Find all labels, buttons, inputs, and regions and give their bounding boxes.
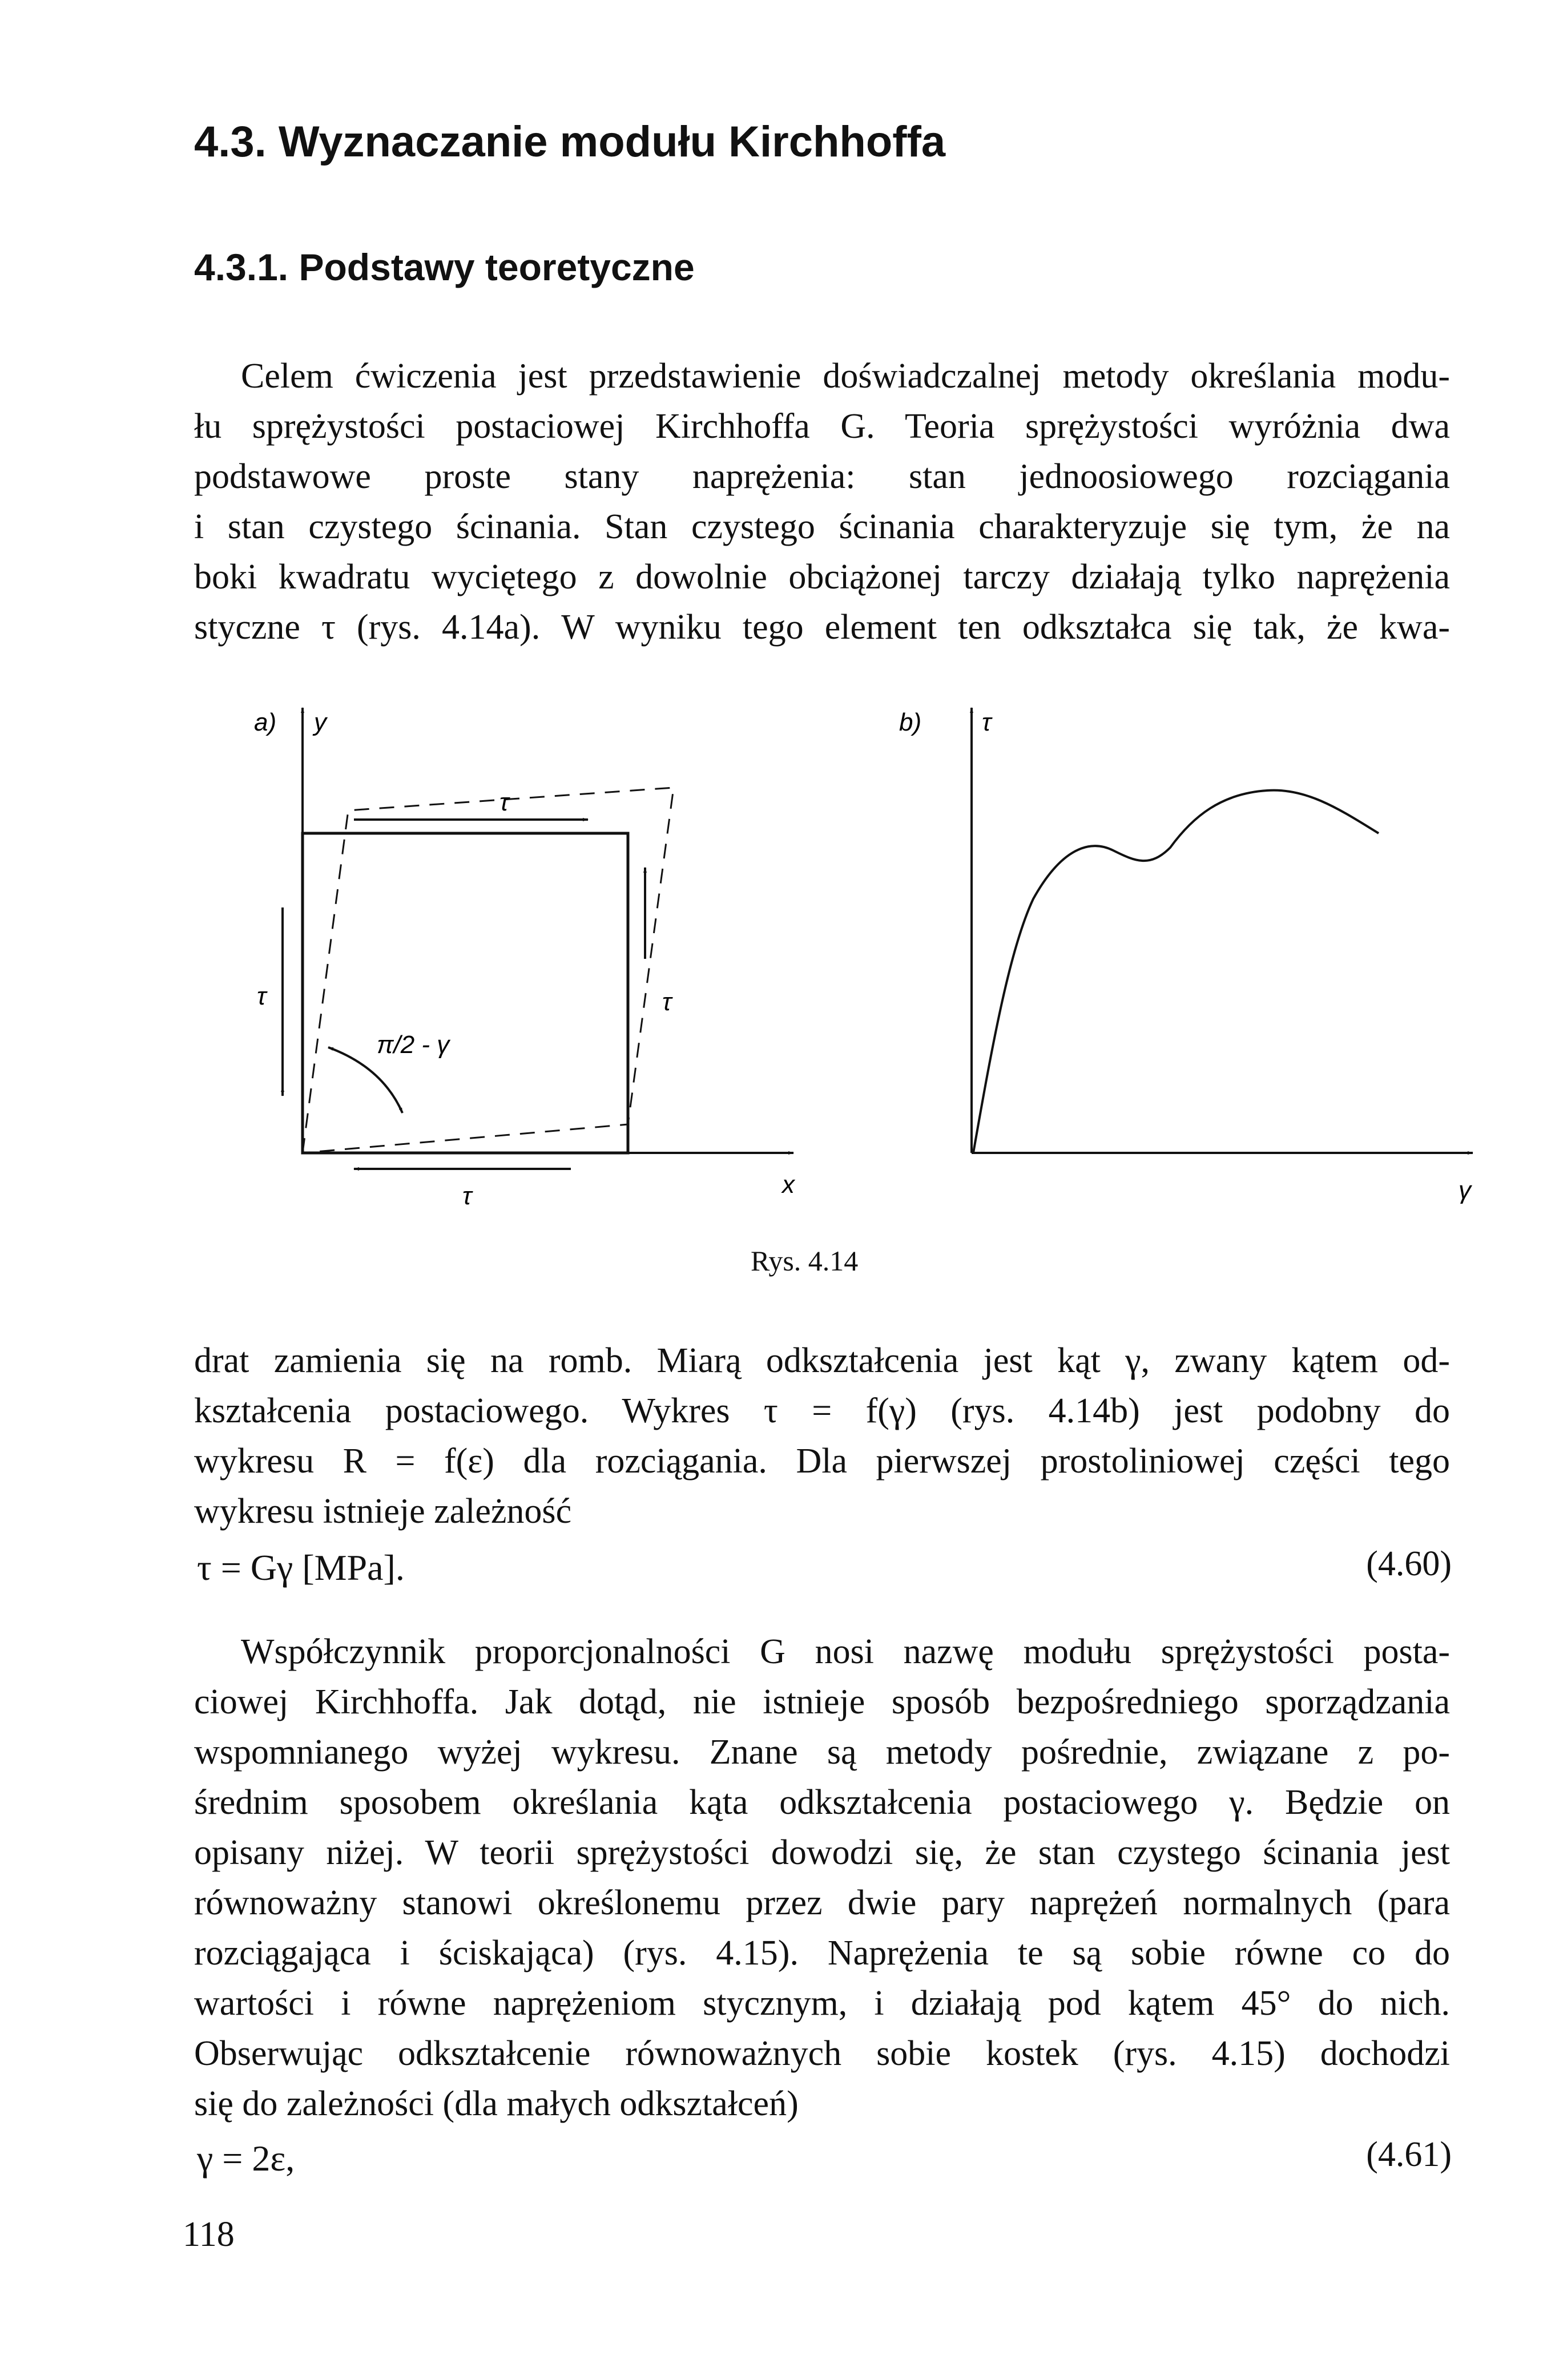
stress-strain-curve (973, 790, 1379, 1153)
paragraph-line: podstawowe proste stany naprężenia: stan jednoosiowego rozciągania (194, 457, 1450, 496)
page-number: 118 (183, 2215, 235, 2254)
paragraph-line: wartości i równe naprężeniom stycznym, i działają pod kątem 45° do nich. (194, 1984, 1450, 2023)
shear-label-bottom: τ (462, 1182, 472, 1210)
shear-label-top: τ (499, 788, 509, 816)
square-element (303, 833, 628, 1153)
panel-a-label: a) (254, 708, 277, 736)
paragraph-2 (194, 1336, 1450, 1536)
paragraph-line: kształcenia postaciowego. Wykres τ = f(γ) (rys. 4.14b) jest podobny do (194, 1391, 1450, 1430)
paragraph-line: się do zależności (dla małych odkształceń) (194, 2084, 799, 2123)
paragraph-line: wykresu istnieje zależność (194, 1492, 572, 1531)
angle-label: π/2 - γ (377, 1031, 450, 1059)
gamma-axis-label: γ (1459, 1176, 1471, 1204)
paragraph-line: drat zamienia się na romb. Miarą odkształcenia jest kąt γ, zwany kątem od- (194, 1341, 1450, 1380)
paragraph-line: Współczynnik proporcjonalności G nosi nazwę modułu sprężystości posta- (241, 1632, 1450, 1671)
shear-label-right: τ (662, 988, 672, 1016)
figure-4-14 (211, 696, 1490, 1267)
paragraph-line: ciowej Kirchhoffa. Jak dotąd, nie istnieje sposób bezpośredniego sporządzania (194, 1683, 1450, 1721)
equation-4-61: γ = 2ε, (197, 2138, 295, 2179)
paragraph-line: średnim sposobem określania kąta odkształcenia postaciowego γ. Będzie on (194, 1783, 1450, 1822)
subsection-title: 4.3.1. Podstawy teoretyczne (194, 246, 695, 288)
paragraph-line: rozciągająca i ściskająca) (rys. 4.15). Naprężenia te są sobie równe co do (194, 1934, 1450, 1972)
y-axis-label: y (314, 708, 327, 736)
paragraph-line: styczne τ (rys. 4.14a). W wyniku tego element ten odkształca się tak, że kwa- (194, 608, 1450, 647)
shear-label-left: τ (257, 982, 267, 1010)
paragraph-1 (194, 351, 1450, 652)
rhombus-deformed (303, 788, 674, 1153)
paragraph-line: wspomnianego wyżej wykresu. Znane są metody pośrednie, związane z po- (194, 1733, 1450, 1772)
panel-b-label: b) (899, 708, 922, 736)
equation-4-60: τ = Gγ [MPa]. (197, 1547, 405, 1588)
paragraph-line: i stan czystego ścinania. Stan czystego ścinania charakteryzuje się tym, że na (194, 507, 1450, 546)
paragraph-line: boki kwadratu wyciętego z dowolnie obciążonej tarczy działają tylko naprężenia (194, 558, 1450, 596)
paragraph-line: równoważny stanowi określonemu przez dwie pary naprężeń normalnych (para (194, 1883, 1450, 1922)
paragraph-line: Celem ćwiczenia jest przedstawienie doświadczalnej metody określania modu- (241, 357, 1450, 396)
paragraph-3 (194, 1627, 1450, 2129)
section-title: 4.3. Wyznaczanie modułu Kirchhoffa (194, 118, 946, 166)
figure-caption: Rys. 4.14 (751, 1245, 859, 1277)
paragraph-line: łu sprężystości postaciowej Kirchhoffa G. Teoria sprężystości wyróżnia dwa (194, 407, 1450, 446)
equation-number-4-60: (4.60) (1366, 1544, 1452, 1583)
x-axis-label: x (782, 1171, 795, 1199)
equation-number-4-61: (4.61) (1366, 2135, 1452, 2174)
paragraph-line: Obserwując odkształcenie równoważnych sobie kostek (rys. 4.15) dochodzi (194, 2034, 1450, 2073)
figure-drawing (211, 696, 1490, 1267)
paragraph-line: opisany niżej. W teorii sprężystości dowodzi się, że stan czystego ścinania jest (194, 1833, 1450, 1872)
tau-axis-label: τ (982, 708, 992, 736)
paragraph-line: wykresu R = f(ε) dla rozciągania. Dla pierwszej prostoliniowej części tego (194, 1442, 1450, 1481)
